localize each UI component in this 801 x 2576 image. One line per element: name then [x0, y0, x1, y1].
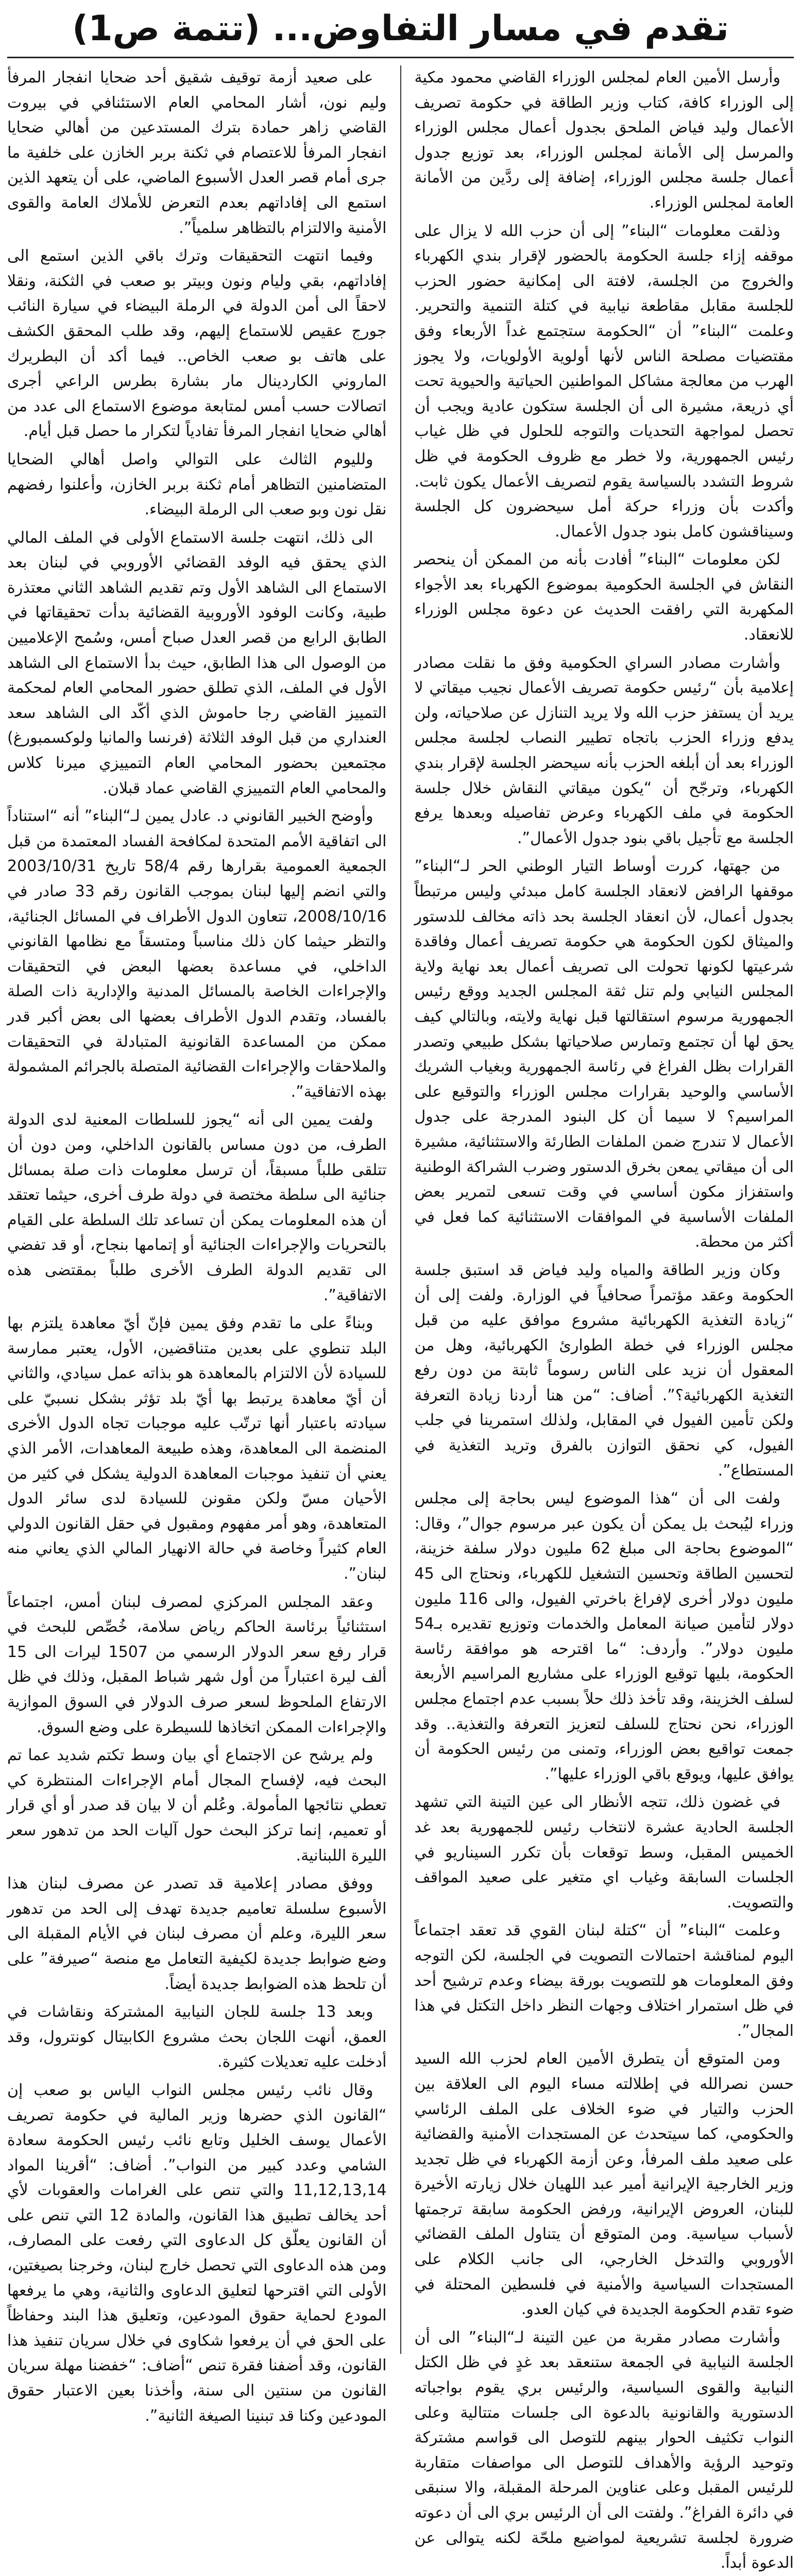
paragraph: من جهتها، كررت أوساط التيار الوطني الحر لـ“البناء” موقفها الرافض لانعقاد الجلسة كامل مبدئي وليس مرتبطاً بجدول أعمال، لأن انعقاد الجلسة بحد ذاته مخالف للدستور والميثاق لكون الحكومة هي حكومة تصريف أعمال وفاقدة شرعيتها لكونها تحولت الى تصريف أعمال بعد نهاية ولاية المجلس النيابي ولم تنل ثقة المجلس الجديد ووقع رئيس الجمهورية مرسوم استقالتها قبل نهاية ولايته، وبالتالي كيف يحق لها أن تجتمع وتمارس صلاحياتها بشكل طبيعي وتصدر القرارات بظل الفراغ في رئاسة الجمهورية وبغياب الشريك الأساسي والوحيد بقرارات مجلس الوزراء والتوقيع على المراسيم؟ لا سيما أن كل البنود المدرجة على جدول الأعمال لا تندرج ضمن الملفات الطارئة والاستثنائية، مشيرة الى أن ميقاتي يمعن بخرق الدستور وضرب الشراكة الوطنية واستفزاز مكون أساسي في وقت تسعى لتمرير بعض الملفات الأساسية في الموافقات الاستثنائية كما فعل في أكثر من محطة.	[414, 857, 794, 1251]
paragraph: ولفت الى أن “هذا الموضوع ليس بحاجة إلى مجلس وزراء ليُبحث بل يمكن أن يكون عبر مرسوم جوال”، وقال: “الموضوع بحاجة الى مبلغ 62 مليون دولار سلفة خزينة، لتحسين الطاقة وتحسين التشغيل للكهرباء، ونحتاج الى 45 مليون دولار أخرى لإفراغ باخرتي الفيول، والى 116 مليون دولار لتأمين صيانة المعامل والخدمات وتوزيع تقديره بـ54 مليون دولار”. وأردف: “ما اقترحه هو موافقة رئاسة الحكومة، بليها توقيع الوزراء على مشاريع المراسيم الأربعة لسلف الخزينة، وقد تأخذ ذلك حلاً بسبب عدم اجتماع مجلس الوزراء، نحن نحتاج للسلف لتعزيز التعرفة والتغذية.. وقد جمعت تواقيع بعض الوزراء، وتمنى من رئيس الحكومة أن يوافق عليها، ويوقع باقي الوزراء عليها”.	[414, 1490, 794, 1783]
paragraph: ووفق مصادر إعلامية قد تصدر عن مصرف لبنان هذا الأسبوع سلسلة تعاميم جديدة تهدف إلى الحد من تدهور سعر الليرة، وعلم أن مصرف لبنان في الأيام المقبلة الى وضع ضوابط جديدة لكيفية التعامل مع منصة “صيرفة” على أن تلحظ هذه الضوابط جديدة أيضاً.	[7, 1875, 387, 1993]
paragraph: وأشارت مصادر مقربة من عين التينة لـ“البناء” الى أن الجلسة النيابية في الجمعة ستنعقد بعد غدٍ في ظل الكتل النيابية والقوى السياسية، والرئيس بري يقوم بواجباته الدستورية والقانونية بالدعوة الى جلسات متتالية وعلى النواب تكثيف الحوار بينهم للتوصل الى قواسم مشتركة وتوحيد الرؤية والأهداف للتوصل الى مواصفات متقاربة للرئيس المقبل وعلى عناوين المرحلة المقبلة، والا سنبقى في دائرة الفراغ”. ولفتت الى أن الرئيس بري الى أن دعوته ضرورة لجلسة تشريعية لمواضيع ملحّة لكنه يتوالى عن الدعوة أبداً.	[414, 2328, 794, 2572]
paragraph: ومن المتوقع أن يتطرق الأمين العام لحزب الله السيد حسن نصرالله في إطلالته مساء اليوم الى العلاقة بين الحزب والتيار في ضوء الخلاف على الملف الرئاسي والحكومي، كما سيتحدث عن المستجدات الأمنية والقضائية على صعيد ملف المرفأ، وعن أزمة الكهرباء في ظل تجديد وزير الخارجية الإيرانية أمير عبد اللهيان خلال زيارته الأخيرة للبنان، العروض الإيرانية، ورفض الحكومة سابقة ترجمتها لأسباب سياسية. ومن المتوقع أن يتناول الملف القضائي الأوروبي والتدخل الخارجي، الى جانب الكلام على المستجدات السياسية والأمنية في فلسطين المحتلة في ضوء تقدم الحكومة الجديدة في كيان العدو.	[414, 2050, 794, 2319]
paragraph: وأرسل الأمين العام لمجلس الوزراء القاضي محمود مكية إلى الوزراء كافة، كتاب وزير الطاقة في حكومة تصريف الأعمال وليد فياض الملحق بجدول أعمال مجلس الوزراء والمرسل إلى الأمانة لمجلس الوزراء، بعد توزيع جدول أعمال جلسة مجلس الوزراء، إضافة إلى ردَّين من الأمانة العامة لمجلس الوزراء.	[414, 69, 794, 212]
paragraph: لكن معلومات “البناء” أفادت بأنه من الممكن أن ينحصر النقاش في الجلسة الحكومية بموضوع الكهرباء بعد الأجواء المكهربة التي رافقت الحديث عن دعوة مجلس الوزراء للانعقاد.	[414, 550, 794, 644]
right-column	[414, 65, 794, 2572]
paragraph: وفيما انتهت التحقيقات وترك باقي الذين استمع الى إفاداتهم، بقي وليام ونون وبيتر بو صعب في الثكنة، ونقلا لاحقاً الى أمن الدولة في الرملة البيضاء في سيارة النائب جورج عقيص للاستماع إليهم، وقد طلب المحقق الكشف على هاتف بو صعب الخاص.. فيما أكد أن البطريرك الماروني الكاردينال مار بشارة بطرس الراعي أجرى اتصالات حسب أمس لمتابعة موضوع الاستماع الى عدد من أهالي ضحايا انفجار المرفأ تفادياً لتكرار ما حصل قبل أيام.	[7, 247, 387, 441]
paragraph: ولم يرشح عن الاجتماع أي بيان وسط تكتم شديد عما تم البحث فيه، لإفساح المجال أمام الإجراءات المنتظرة كي تعطي نتائجها المأمولة. وعُلم أن لا بيان قد صدر أو أي قرار أو تعميم، إنما تركز البحث حول آليات الحد من تدهور سعر الليرة اللبنانية.	[7, 1746, 387, 1865]
paragraph: ولليوم الثالث على التوالي واصل أهالي الضحايا المتضامنين التظاهر أمام ثكنة بربر الخازن، وأعلنوا رفضهم نقل نون وبو صعب الى الرملة البيضاء.	[7, 450, 387, 519]
paragraph: ولفت يمين الى أنه “يجوز للسلطات المعنية لدى الدولة الطرف، من دون مساس بالقانون الداخلي، ومن دون أن تتلقى طلباً مسبقاً، أن ترسل معلومات ذات صلة بمسائل جنائية الى سلطة مختصة في دولة طرف أخرى، حيثما تعتقد أن هذه المعلومات يمكن أن تساعد تلك السلطة على القيام بالتحريات والإجراءات الجنائية أو إتمامها بنجاح، أو قد تفضي الى تقديم الدولة الطرف الأخرى طلباً بمقتضى هذه الاتفاقية”.	[7, 1111, 387, 1304]
paragraph: وقال نائب رئيس مجلس النواب الياس بو صعب إن “القانون الذي حضرها وزير المالية في حكومة تصريف الأعمال يوسف الخليل وتابع نائب رئيس الحكومة سعادة الشامي وعدد كبير من النواب”. أضاف: “أقرينا المواد 11,12,13,14 والتي تنص على الغرامات والعقوبات لأي أحد يخالف تطبيق هذا القانون، والمادة 12 التي تنص على أن القانون يعلّق كل الدعاوى التي رفعت على المصارف، ومن هذه الدعاوى التي تحصل خارج لبنان، وخرجنا بصيغتين، الأولى التي اقترحها لتعليق الدعاوى والثانية، وهي ما يرفعها المودع لحماية حقوق المودعين، وتعليق هذا البند وحفاظاً على الحق في أن يرفعوا شكاوى في خلال سريان تنفيذ هذا القانون، وقد أضفنا فقرة تنص “أضاف: “خفضنا مهلة سريان القانون من سنتين الى سنة، وأخذنا بعين الاعتبار حقوق المودعين وكنا قد تبنينا الصيغة الثانية”.	[7, 2081, 387, 2425]
paragraph: وبعد 13 جلسة للجان النيابية المشتركة ونقاشات في العمق، أنهت اللجان بحث مشروع الكابيتال كونترول، وقد أدخلت عليه تعديلات كثيرة.	[7, 2003, 387, 2071]
column-divider	[400, 65, 401, 2354]
paragraph: وكان وزير الطاقة والمياه وليد فياض قد استبق جلسة الحكومة وعقد مؤتمراً صحافياً في الوزارة. ولفت إلى أن “زيادة التغذية الكهربائية مشروع موافق عليه من قبل مجلس الوزراء في خطة الطوارئ الكهربائية، وهل من المعقول أن نزيد على الناس رسوماً ثابتة من دون رفع التغذية الكهربائية؟”. أضاف: “من هنا أردنا زيادة التعرفة ولكن تأمين الفيول في المقابل، ولذلك استمرينا في جلب الفيول، كي نحقق التوازن بالفرق وتريد التغذية في المستطاع”.	[414, 1261, 794, 1480]
left-column	[7, 65, 387, 2425]
article-headline: تقدم في مسار التفاوض... (تتمة ص1)	[7, 0, 794, 58]
paragraph: وعقد المجلس المركزي لمصرف لبنان أمس، اجتماعاً استثنائياً برئاسة الحاكم رياض سلامة، خُصِّص للبحث في قرار رفع سعر الدولار الرسمي من 1507 ليرات الى 15 ألف ليرة اعتباراً من أول شهر شباط المقبل، وذلك في ظل الارتفاع الملحوظ لسعر صرف الدولار في السوق الموازية والإجراءات الممكن اتخاذها للسيطرة على وضع السوق.	[7, 1593, 387, 1736]
paragraph: وعلمت “البناء” أن “كتلة لبنان القوي قد تعقد اجتماعاً اليوم لمناقشة احتمالات التصويت في الجلسة، لكن التوجه وفق المعلومات هو للتصويت بورقة بيضاء وعدم ترشيح أحد في ظل استمرار اختلاف وجهات النظر داخل التكتل في هذا المجال”.	[414, 1921, 794, 2040]
paragraph: وأوضح الخبير القانوني د. عادل يمين لـ“البناء” أنه “استناداً الى اتفاقية الأمم المتحدة لمكافحة الفساد المعتمدة من قبل الجمعية العمومية بقرارها رقم 58/4 تاريخ 2003/10/31 والتي انضم إليها لبنان بموجب القانون رقم 33 صادر في 2008/10/16، تتعاون الدول الأطراف في المسائل الجنائية، والتظر حيثما كان ذلك مناسباً ومتسقاً مع نظامها القانوني الداخلي، في مساعدة بعضها البعض في التحقيقات والإجراءات الخاصة بالمسائل المدنية والإدارية ذات الصلة بالفساد، وتقدم الدول الأطراف بعضها الى بعض أكبر قدر ممكن من المساعدة القانونية المتبادلة في التحقيقات والملاحقات والإجراءات القضائية المتصلة بالجرائم المشمولة بهذه الاتفاقية”.	[7, 807, 387, 1101]
paragraph: وبناءً على ما تقدم وفق يمين فإنّ أيّ معاهدة يلتزم بها البلد تنطوي على بعدين متناقضين، الأول، يعتبر ممارسة للسيادة لأن الالتزام بالمعاهدة هو بذاته عمل سيادي، والثاني أن أيّ معاهدة يرتبط بها أيّ بلد تؤثر بشكل نسبيّ على سيادته باعتبار أنها ترتّب عليه موجبات تجاه الدول الأخرى المنضمة الى المعاهدة، وهذه طبيعة المعاهدات، الأمر الذي يعني أن تنفيذ موجبات المعاهدة الدولية يشكل في كثير من الأحيان مسّ ولكن مقونن للسيادة لدى سائر الدول المتعاهدة، وهو أمر مفهوم ومقبول في حقل القانون الدولي العام كثيراً وخاصة في حالة الانهيار المالي الذي يعاني منه لبنان”.	[7, 1314, 387, 1583]
paragraph: وذلقت معلومات “البناء” إلى أن حزب الله لا يزال على موقفه إزاء جلسة الحكومة بالحضور لإقرار بندي الكهرباء والخروج من الجلسة، لافتة الى إمكانية حضور الحزب للجلسة مقابل مقاطعة نيابية في كتلة التنمية والتحرير. وعلمت “البناء” أن “الحكومة ستجتمع غداً الأربعاء وفق مقتضيات مصلحة الناس لأنها أولوية الأولويات، ولا يجوز الهرب من معالجة مشاكل المواطنين الحياتية والحيوية تحت أي ذريعة، مشيرة الى أن الجلسة ستكون عادية ويجب أن تحصل لمواجهة التحديات والتوجه للحلول في ظل غياب رئيس الجمهورية، ولا خطر مع ظروف الحكومة في ظل شروط التشدد بالسياسة يقوم لتصريف الأعمال يكون ثابت. وأكدت بأن وزراء حركة أمل سيحضرون كل الجلسة وسيناقشون كامل بنود جدول الأعمال.	[414, 222, 794, 541]
paragraph: الى ذلك، انتهت جلسة الاستماع الأولى في الملف المالي الذي يحقق فيه الوفد القضائي الأوروبي في لبنان بعد الاستماع الى الشاهد الأول وتم تقديم الشاهد الثاني معتذرة طبية، وكانت الوفود الأوروبية القضائية بدأت تحقيقاتها في الطابق الرابع من قصر العدل صباح أمس، وسُمح الإعلاميين من الوصول الى هذا الطابق، حيث بدأ الاستماع الى الشاهد الأول في الملف، الذي تطلق حضور المحامي العام لمحكمة التمييز القاضي رجا حاموش الذي أكّد الى الشاهد سعد العنداري من قبل الوفد الثلاثة (فرنسا والمانيا ولوكسمبورغ) مجتمعين بحضور المحامي العام التمييزي ميرنا كلاس والمحامي العام التمييزي القاضي عماد قبلان.	[7, 528, 387, 797]
paragraph: على صعيد أزمة توقيف شقيق أحد ضحايا انفجار المرفأ وليم نون، أشار المحامي العام الاستئنافي في بيروت القاضي زاهر حمادة بترك المستدعين من أهالي ضحايا انفجار المرفأ للاعتصام في ثكنة بربر الخازن على خلفية ما جرى أمام قصر العدل الأسبوع الماضي، على أن يتعهد الذين استمع الى إفاداتهم بعدم التعرض للأملاك العامة والقوى الأمنية والالتزام بالتظاهر سلمياً”.	[7, 69, 387, 237]
paragraph: في غضون ذلك، تتجه الأنظار الى عين التينة التي تشهد الجلسة الحادية عشرة لانتخاب رئيس للجمهورية بعد غد الخميس المقبل، وسط توقعات بأن تكرر السيناريو في الجلسات السابقة وغياب اي متغير على صعيد المواقف والتصويت.	[414, 1793, 794, 1912]
paragraph: وأشارت مصادر السراي الحكومية وفق ما نقلت مصادر إعلامية بأن “رئيس حكومة تصريف الأعمال نجيب ميقاتي لا يريد أن يستفز حزب الله ولا يريد التنازل عن صلاحياته، ولن يدفع وزراء الحزب باتجاه تطيير النصاب لجلسة مجلس الوزراء بعد أن أبلغه الحزب بأنه سيحضر الجلسة لإقرار بندي الكهرباء، وترجّح أن “يكون ميقاتي النقاش خلال جلسة الحكومة في ملف الكهرباء وعرض تفاصيله وبعدها يرفع الجلسة مع تأجيل باقي بنود جدول الأعمال”.	[414, 654, 794, 847]
article-columns	[7, 65, 794, 2572]
